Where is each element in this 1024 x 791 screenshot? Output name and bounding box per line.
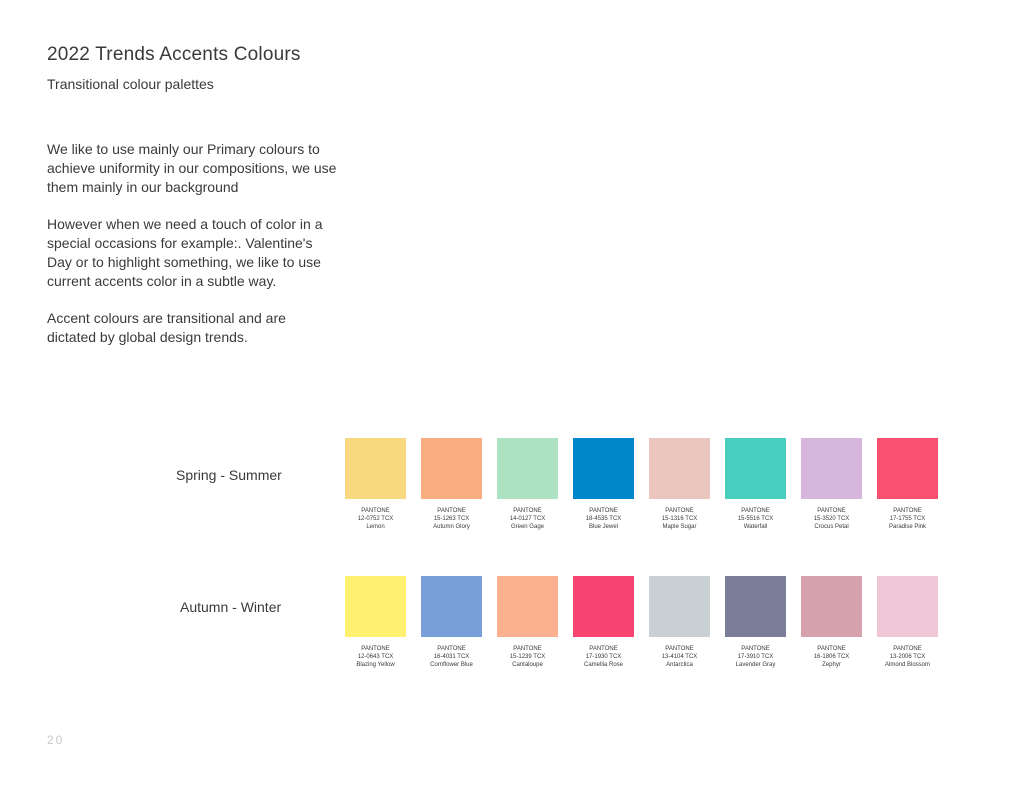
swatch-label <box>738 507 774 531</box>
swatch-brand: PANTONE <box>741 508 770 514</box>
swatch-name: Paradise Pink <box>888 524 927 530</box>
swatch-label <box>510 507 546 531</box>
swatch-name: Autumn Glory <box>433 524 470 530</box>
swatch-label <box>510 645 546 669</box>
page-subtitle: Transitional colour palettes <box>47 76 214 92</box>
color-swatch <box>497 438 558 531</box>
swatch-code: 17-1930 TCX <box>585 654 622 660</box>
intro-text <box>47 140 337 366</box>
palette-label-spring-summer: Spring - Summer <box>176 467 282 483</box>
swatch-brand: PANTONE <box>893 646 922 652</box>
color-swatch <box>649 576 710 669</box>
palette-row-spring-summer <box>345 438 938 531</box>
swatch-code: 18-4535 TCX <box>585 516 622 522</box>
swatch-label <box>814 507 850 531</box>
intro-paragraph: Accent colours are transitional and are dictated by global design trends. <box>47 310 286 345</box>
swatch-brand: PANTONE <box>665 508 694 514</box>
swatch-label <box>584 645 623 669</box>
swatch-label <box>662 645 698 669</box>
swatch-label <box>356 645 394 669</box>
color-chip <box>497 438 558 499</box>
swatch-code: 15-1316 TCX <box>661 516 698 522</box>
swatch-code: 13-4104 TCX <box>661 654 698 660</box>
swatch-name: Cornflower Blue <box>430 662 473 668</box>
color-chip <box>725 438 786 499</box>
color-swatch <box>801 438 862 531</box>
swatch-name: Cantaloupe <box>512 662 543 668</box>
swatch-name: Lavender Gray <box>735 662 776 668</box>
page-number: 20 <box>47 733 65 747</box>
swatch-name: Crocus Petal <box>814 524 849 530</box>
swatch-brand: PANTONE <box>817 646 846 652</box>
color-chip <box>877 438 938 499</box>
color-swatch <box>725 438 786 531</box>
color-chip <box>801 576 862 637</box>
swatch-brand: PANTONE <box>589 646 618 652</box>
swatch-brand: PANTONE <box>513 646 542 652</box>
swatch-code: 15-3520 TCX <box>813 516 850 522</box>
color-chip <box>649 576 710 637</box>
color-swatch <box>421 438 482 531</box>
swatch-label <box>889 507 926 531</box>
swatch-name: Zephyr <box>822 662 841 668</box>
swatch-code: 14-0127 TCX <box>509 516 546 522</box>
color-chip <box>345 576 406 637</box>
swatch-code: 17-3910 TCX <box>737 654 774 660</box>
swatch-name: Antarctica <box>666 662 693 668</box>
color-chip <box>801 438 862 499</box>
color-swatch <box>725 576 786 669</box>
color-chip <box>573 576 634 637</box>
color-swatch <box>421 576 482 669</box>
color-chip <box>345 438 406 499</box>
swatch-label <box>586 507 622 531</box>
swatch-code: 12-0752 TCX <box>357 516 394 522</box>
swatch-name: Waterfall <box>743 524 768 530</box>
swatch-name: Camellia Rose <box>583 662 623 668</box>
color-chip <box>725 576 786 637</box>
swatch-name: Almond Blossom <box>884 662 931 668</box>
color-swatch <box>649 438 710 531</box>
color-swatch <box>497 576 558 669</box>
swatch-code: 15-5516 TCX <box>737 516 774 522</box>
swatch-label <box>430 645 473 669</box>
swatch-brand: PANTONE <box>437 508 466 514</box>
swatch-code: 16-4031 TCX <box>433 654 470 660</box>
swatch-label <box>736 645 776 669</box>
color-swatch <box>345 576 406 669</box>
color-chip <box>877 576 938 637</box>
swatch-label <box>885 645 930 669</box>
swatch-label <box>358 507 394 531</box>
swatch-name: Blazing Yellow <box>356 662 395 668</box>
swatch-code: 15-1263 TCX <box>433 516 470 522</box>
palette-row-autumn-winter <box>345 576 938 669</box>
color-swatch <box>573 438 634 531</box>
swatch-brand: PANTONE <box>361 646 390 652</box>
swatch-brand: PANTONE <box>893 508 922 514</box>
swatch-name: Lemon <box>366 524 385 530</box>
color-swatch <box>801 576 862 669</box>
swatch-brand: PANTONE <box>817 508 846 514</box>
color-chip <box>573 438 634 499</box>
color-swatch <box>345 438 406 531</box>
color-chip <box>421 576 482 637</box>
swatch-label <box>662 507 698 531</box>
swatch-name: Blue Jewel <box>588 524 618 530</box>
swatch-name: Green Gage <box>510 524 544 530</box>
intro-paragraph: However when we need a touch of color in a special occasions for example:. Valentine's Day or to highlight something, we like to use current accents color in a subtle way. <box>47 216 323 289</box>
swatch-brand: PANTONE <box>513 508 542 514</box>
swatch-label <box>433 507 470 531</box>
swatch-brand: PANTONE <box>361 508 390 514</box>
swatch-brand: PANTONE <box>589 508 618 514</box>
swatch-code: 15-1239 TCX <box>509 654 546 660</box>
swatch-name: Maple Sugar <box>662 524 697 530</box>
intro-paragraph: We like to use mainly our Primary colours to achieve uniformity in our compositions, we use them mainly in our background <box>47 141 337 195</box>
color-swatch <box>877 576 938 669</box>
color-swatch <box>877 438 938 531</box>
swatch-brand: PANTONE <box>741 646 770 652</box>
swatch-brand: PANTONE <box>437 646 466 652</box>
swatch-code: 12-0643 TCX <box>357 654 394 660</box>
color-chip <box>649 438 710 499</box>
swatch-label <box>814 645 850 669</box>
color-chip <box>421 438 482 499</box>
swatch-code: 13-2006 TCX <box>889 654 926 660</box>
swatch-code: 16-1806 TCX <box>813 654 850 660</box>
color-swatch <box>573 576 634 669</box>
swatch-code: 17-1755 TCX <box>889 516 926 522</box>
color-chip <box>497 576 558 637</box>
swatch-brand: PANTONE <box>665 646 694 652</box>
palette-label-autumn-winter: Autumn - Winter <box>180 599 282 615</box>
page-title: 2022 Trends Accents Colours <box>47 44 301 65</box>
